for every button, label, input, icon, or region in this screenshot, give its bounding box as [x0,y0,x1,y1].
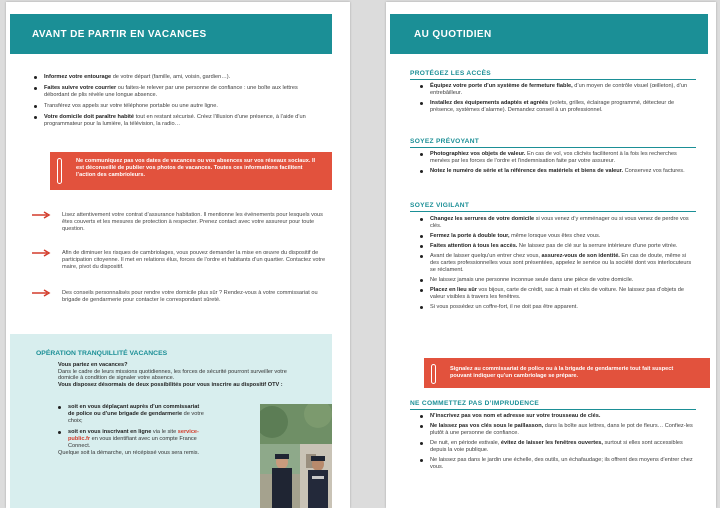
vigilant-list [420,216,696,314]
arrow-paragraph [32,250,332,271]
list-item: Notez le numéro de série et la référence des matériels et biens de valeur. Conservez vos factures. [420,168,696,175]
list-item: Ne laissez pas vos clés sous le paillasson, dans la boîte aux lettres, dans le pot de fleurs… Confiez-les plutôt à une personne de confiance. [420,423,696,437]
imprudence-list [420,413,696,474]
list-item: De nuit, en période estivale, évitez de laisser les fenêtres ouvertes, surtout si elles sont accessibles depuis la voie publique. [420,440,696,454]
prevoyant-list [420,151,696,178]
list-item: Équipez votre porte d’un système de fermeture fiable, d’un moyen de contrôle visuel (œilleton), d’un entrebâilleur. [420,83,696,97]
section-divider [410,79,696,80]
list-item: Fermez la porte à double tour, même lorsque vous êtes chez vous. [420,233,696,240]
list-item: Changez les serrures de votre domicile si vous venez d’y emménager ou si vous venez de perdre vos clés. [420,216,696,230]
list-item: Informez votre entourage de votre départ (famille, ami, voisin, gardien…). [34,74,322,81]
service-public-link[interactable]: service-public.fr [68,429,199,443]
otv-title: OPÉRATION TRANQUILLITÉ VACANCES [36,350,168,357]
list-item: Avant de laisser quelqu’un entrer chez vous, assurez-vous de son identité. En cas de doute, même si des cartes professionnelles vous sont présentées, appelez le service ou la société dont vos interlocuteurs se réclament. [420,253,696,274]
acces-list [420,83,696,117]
list-item: Placez en lieu sûr vos bijoux, carte de crédit, sac à main et clés de voiture. Ne laissez pas d’objets de valeur visibles à travers les fenêtres. [420,287,696,301]
left-page [6,2,350,508]
section-title-prevoyant: SOYEZ PRÉVOYANT [410,138,480,145]
right-alert-box [424,358,710,388]
warning-icon [57,158,62,184]
arrow-paragraph [32,290,332,304]
section-title-acces: PROTÉGEZ LES ACCÈS [410,70,491,77]
arrow-right-icon [32,211,52,219]
list-item: Ne laissez jamais une personne inconnue seule dans une pièce de votre domicile. [420,277,696,284]
otv-options [58,404,204,455]
otv-box [10,334,332,508]
section-divider [410,211,696,212]
arrow-paragraph-text: Des conseils personnalisés pour rendre votre domicile plus sûr ? Rendez-vous à votre commissariat ou brigade de gendarmerie pour contacter le correspondant sûreté. [62,290,318,303]
right-title-bar [390,14,708,54]
left-page-title: AVANT DE PARTIR EN VACANCES [32,28,207,40]
left-alert-box [50,152,332,190]
warning-icon [431,364,436,384]
list-item: Ne laissez pas dans le jardin une échelle, des outils, un échafaudage; ils offrent des moyens d’entrer chez vous. [420,457,696,471]
list-item: Transférez vos appels sur votre téléphone portable ou une autre ligne. [34,103,322,110]
left-bullet-list [34,74,322,132]
arrow-paragraph [32,212,332,233]
arrow-right-icon [32,249,52,257]
section-divider [410,147,696,148]
section-title-vigilant: SOYEZ VIGILANT [410,202,470,209]
list-item: Si vous possédez un coffre-fort, il ne doit pas être apparent. [420,304,696,311]
list-item: soit en vous inscrivant en ligne via le site service-public.fr en vous identifiant avec un compte France Connect. [58,429,204,449]
arrow-paragraph-text: Afin de diminuer les risques de cambriolages, vous pouvez demander la mise en œuvre du dispositif de participation citoyenne. Il met en relations élus, forces de l’ordre et habitants d’un quartier. Contactez votre maire, pivot du dispositif. [62,250,326,270]
list-item: N’inscrivez pas vos nom et adresse sur votre trousseau de clés. [420,413,696,420]
arrow-right-icon [32,289,52,297]
list-item: Installez des équipements adaptés et agréés (volets, grilles, éclairage programmé, détecteur de présence, systèmes d’alarme). Demandez conseil à un professionnel. [420,100,696,114]
list-item: soit en vous déplaçant auprès d’un commissariat de police ou d’une brigade de gendarmerie de votre choix; [58,404,204,424]
list-item: Faites suivre votre courrier ou faites-le relever par une personne de confiance : une boîte aux lettres débordant de plis révèle une longue absence. [34,85,322,99]
right-page-title: AU QUOTIDIEN [414,28,492,40]
otv-intro: Vous partez en vacances? Dans le cadre de leurs missions quotidiennes, les forces de sécurité pourront surveiller votre domicile à condition de signaler votre absence. Vous disposez désormais de deux possibilités pour vous inscrire au dispositif OTV : [58,362,287,388]
police-officers-photo [260,404,332,508]
left-title-bar [10,14,332,54]
arrow-paragraph-text: Lisez attentivement votre contrat d’assurance habitation. Il mentionne les événements pour lesquels vous êtes couverts et les mesures de protection à respecter. Prenez contact avec votre assureur pour toute question. [62,212,323,232]
right-alert-text: Signalez au commissariat de police ou à la brigade de gendarmerie tout fait suspect pouvant indiquer qu’un cambriolage se prépare. [450,366,674,379]
list-item: Photographiez vos objets de valeur. En cas de vol, vos clichés faciliteront à la fois les recherches menées par les forces de l’ordre et l’indemnisation faite par votre assureur. [420,151,696,165]
list-item: Votre domicile doit paraître habité tout en restant sécurisé. Créez l’illusion d’une présence, à l’aide d’un programmateur pour la lumière, la télévision, la radio… [34,114,322,128]
list-item: Faites attention à tous les accès. Ne laissez pas de clé sur la serrure intérieure d’une porte vitrée. [420,243,696,250]
right-page [386,2,716,508]
left-alert-text: Ne communiquez pas vos dates de vacances ou vos absences sur vos réseaux sociaux. Il est déconseillé de publier vos photos de vacances. Toutes ces informations facilitent l’action des cambrioleurs. [76,158,316,178]
section-title-imprudence: NE COMMETTEZ PAS D’IMPRUDENCE [410,400,540,407]
otv-footnote: Quelque soit la démarche, un récépissé vous sera remis. [58,450,200,456]
section-divider [410,409,696,410]
